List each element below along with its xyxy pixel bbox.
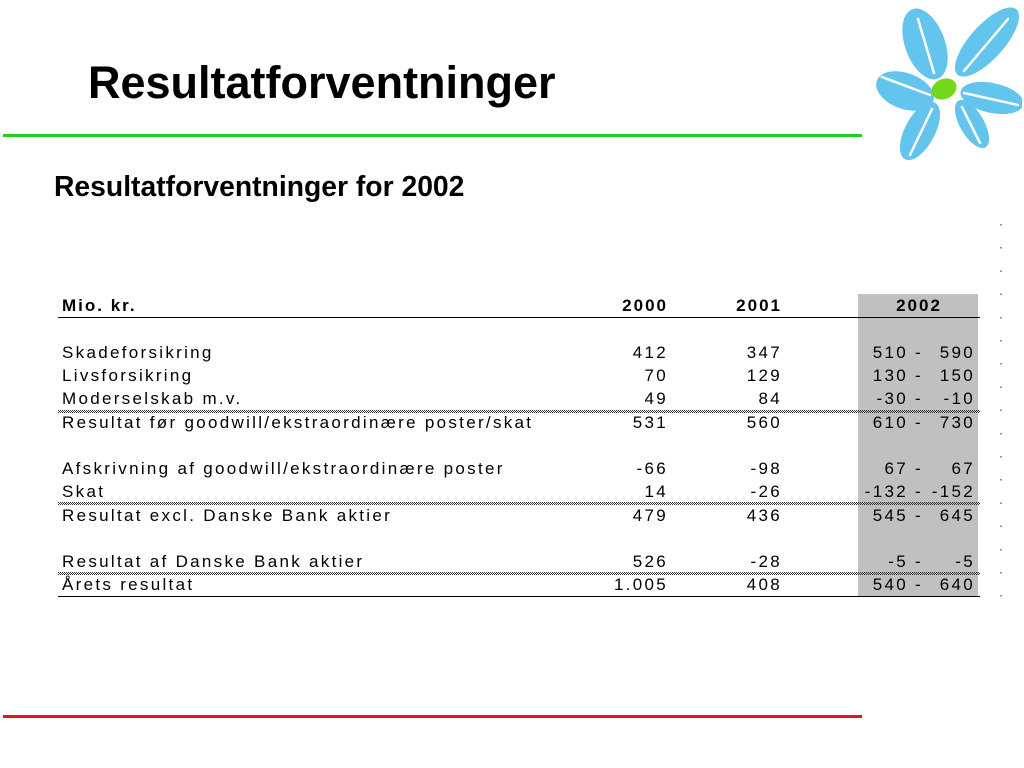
total-rule — [58, 596, 980, 598]
row-label: Moderselskab m.v. — [62, 389, 243, 408]
range-dash: - — [915, 459, 923, 478]
row-label: Resultat excl. Danske Bank aktier — [62, 506, 393, 525]
forecast-low: 510 — [872, 343, 908, 362]
forecast-low: 540 — [872, 575, 908, 594]
value-2001: 560 — [746, 413, 782, 432]
row-label: Skat — [62, 482, 106, 501]
range-dash: - — [915, 506, 923, 525]
forecast-low: 67 — [884, 459, 908, 478]
forecast-low: 610 — [872, 413, 908, 432]
header-year-2000: 2000 — [622, 296, 668, 315]
forecast-low: -132 — [864, 482, 908, 501]
forecast-high: -5 — [955, 552, 975, 571]
flower-icon — [872, 5, 1022, 165]
range-dash: - — [915, 552, 923, 571]
forecast-low: -5 — [888, 552, 908, 571]
value-2000: 531 — [632, 413, 668, 432]
value-2001: -26 — [750, 482, 782, 501]
header-year-2001: 2001 — [736, 296, 782, 315]
table-row — [58, 364, 980, 387]
edge-dot-column — [1000, 224, 1002, 616]
slide-title: Resultatforventninger — [88, 57, 556, 108]
row-label: Resultat af Danske Bank aktier — [62, 552, 365, 571]
table-header — [58, 294, 980, 317]
forecast-high: 67 — [951, 459, 975, 478]
value-2000: 479 — [632, 506, 668, 525]
forecast-high: 645 — [939, 506, 975, 525]
value-2000: 49 — [644, 389, 668, 408]
value-2001: -28 — [750, 552, 782, 571]
forecast-high: 640 — [939, 575, 975, 594]
bottom-rule — [3, 715, 862, 718]
table-row — [58, 504, 980, 527]
title-rule — [3, 134, 862, 137]
table-row — [58, 411, 980, 434]
forecast-low: 130 — [872, 366, 908, 385]
value-2000: 70 — [644, 366, 668, 385]
header-year-2002: 2002 — [896, 296, 942, 315]
range-dash: - — [915, 389, 923, 408]
results-table — [58, 294, 980, 598]
value-2000: 14 — [644, 482, 668, 501]
forecast-low: -30 — [876, 389, 908, 408]
forecast-high: 590 — [939, 343, 975, 362]
header-label: Mio. kr. — [62, 296, 137, 315]
table-row — [58, 387, 980, 410]
forecast-high: 150 — [939, 366, 975, 385]
forecast-high: -10 — [943, 389, 975, 408]
row-label: Resultat før goodwill/ekstraordinære poster/skat — [62, 413, 534, 432]
value-2000: 526 — [632, 552, 668, 571]
forecast-high: 730 — [939, 413, 975, 432]
value-2000: 412 — [632, 343, 668, 362]
value-2001: 436 — [746, 506, 782, 525]
value-2001: 129 — [746, 366, 782, 385]
table-row — [58, 457, 980, 480]
value-2001: 408 — [746, 575, 782, 594]
table-row — [58, 550, 980, 573]
range-dash: - — [915, 482, 923, 501]
range-dash: - — [915, 575, 923, 594]
row-label: Afskrivning af goodwill/ekstraordinære poster — [62, 459, 505, 478]
slide-subtitle: Resultatforventninger for 2002 — [54, 170, 465, 202]
value-2001: 347 — [746, 343, 782, 362]
table-row — [58, 573, 980, 596]
value-2001: -98 — [750, 459, 782, 478]
value-2001: 84 — [758, 389, 782, 408]
row-label: Skadeforsikring — [62, 343, 214, 362]
range-dash: - — [915, 343, 923, 362]
range-dash: - — [915, 366, 923, 385]
value-2000: 1.005 — [613, 575, 668, 594]
row-label: Livsforsikring — [62, 366, 194, 385]
table-row — [58, 341, 980, 364]
flower-petal — [945, 5, 1022, 86]
range-dash: - — [915, 413, 923, 432]
forecast-high: -152 — [931, 482, 975, 501]
table-row — [58, 480, 980, 503]
value-2000: -66 — [636, 459, 668, 478]
forecast-low: 545 — [872, 506, 908, 525]
header-rule — [58, 317, 980, 319]
flower-logo — [872, 5, 1022, 165]
row-label: Årets resultat — [62, 575, 195, 594]
